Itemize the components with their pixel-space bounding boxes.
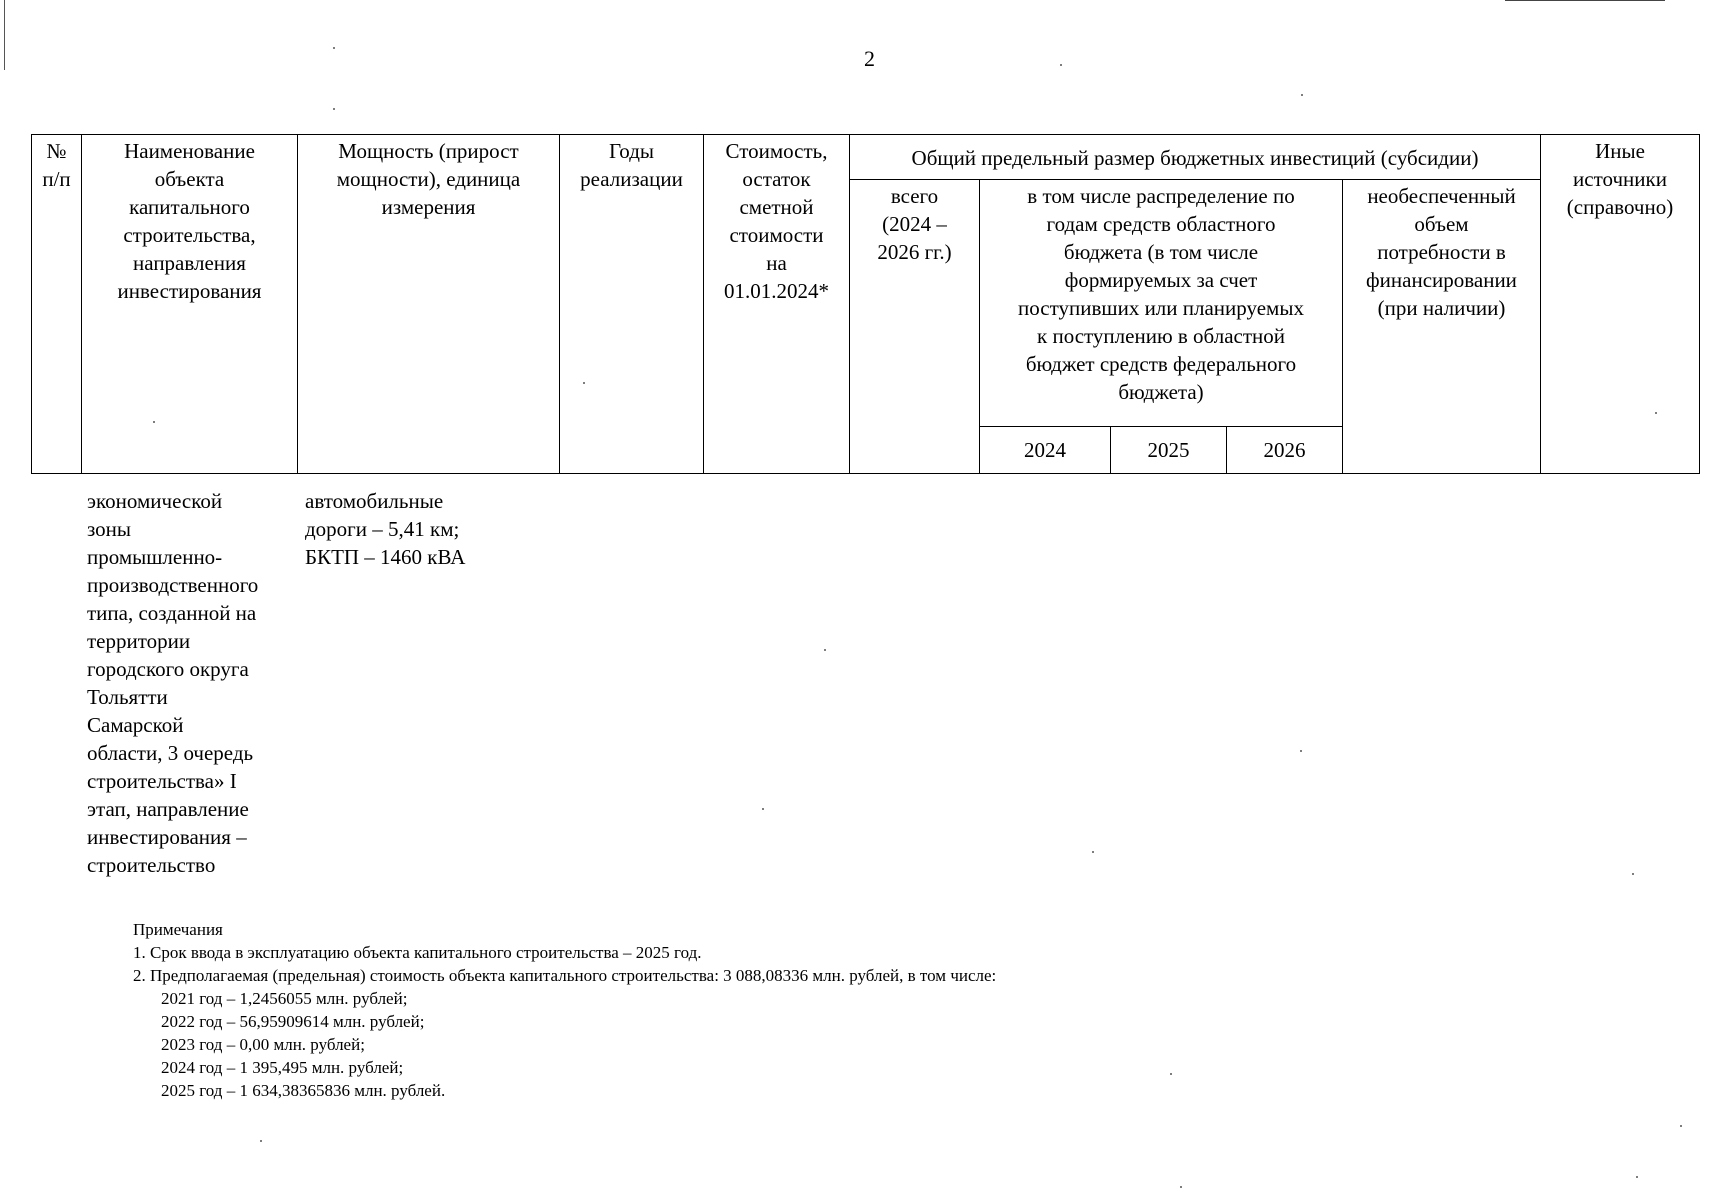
- scan-speck: [333, 47, 335, 49]
- scan-speck: [1301, 94, 1303, 96]
- scan-speck: [1060, 64, 1062, 66]
- scan-speck: [333, 108, 335, 110]
- note-subitem: 2023 год – 0,00 млн. рублей;: [161, 1035, 365, 1054]
- scan-edge-line: [1505, 0, 1665, 1]
- header-cell-other-sources: Иные источники (справочно): [1541, 135, 1700, 474]
- page-number: 2: [864, 46, 875, 71]
- header-cell-num: № п/п: [32, 135, 82, 474]
- scan-speck: [762, 808, 764, 810]
- scan-speck: [153, 421, 155, 423]
- note-item: 1. Срок ввода в эксплуатацию объекта капитального строительства – 2025 год.: [133, 943, 702, 962]
- scan-speck: [1180, 1186, 1182, 1188]
- header-cell-unsecured: необеспеченный объем потребности в финансировании (при наличии): [1343, 180, 1541, 474]
- scan-speck: [1636, 1176, 1638, 1178]
- header-cell-cost: Стоимость, остаток сметной стоимости на 01.01.2024*: [704, 135, 850, 474]
- note-subitem: 2021 год – 1,2456055 млн. рублей;: [161, 989, 408, 1008]
- header-cell-total: всего (2024 – 2026 гг.): [850, 180, 980, 474]
- scan-speck: [1632, 873, 1634, 875]
- note-subitem: 2024 год – 1 395,495 млн. рублей;: [161, 1058, 404, 1077]
- scan-speck: [824, 649, 826, 651]
- header-cell-name: Наименование объекта капитального строительства, направления инвестирования: [82, 135, 298, 474]
- header-cell-year-2025: 2025: [1111, 427, 1227, 474]
- scan-speck: [1300, 750, 1302, 752]
- notes-title: Примечания: [133, 920, 223, 939]
- notes-section: [133, 918, 996, 1102]
- header-cell-power: Мощность (прирост мощности), единица измерения: [298, 135, 560, 474]
- note-item: 2. Предполагаемая (предельная) стоимость объекта капитального строительства: 3 088,08336 млн. рублей, в том числе:: [133, 966, 997, 985]
- header-cell-budget-group: Общий предельный размер бюджетных инвестиций (субсидии): [850, 135, 1541, 180]
- scan-speck: [1092, 851, 1094, 853]
- note-subitem: 2025 год – 1 634,38365836 млн. рублей.: [161, 1081, 446, 1100]
- note-subitem: 2022 год – 56,95909614 млн. рублей;: [161, 1012, 425, 1031]
- scan-speck: [1170, 1073, 1172, 1075]
- scan-speck: [1680, 1125, 1682, 1127]
- scan-speck: [583, 382, 585, 384]
- header-cell-year-2024: 2024: [980, 427, 1111, 474]
- header-cell-year-2026: 2026: [1227, 427, 1343, 474]
- object-name-continuation: экономической зоны промышленно- производственного типа, созданной на территории городского округа Тольятти Самарской области, 3 очередь строительства» I этап, направление инвестирования – строительство: [87, 489, 259, 877]
- header-table: [31, 134, 1700, 474]
- header-cell-years: Годы реализации: [560, 135, 704, 474]
- capacity-continuation: автомобильные дороги – 5,41 км; БКТП – 1460 кВА: [305, 489, 466, 569]
- header-cell-distribution: в том числе распределение по годам средств областного бюджета (в том числе формируемых за счет поступивших или планируемых к поступлению в областной бюджет средств федерального бюджета): [980, 180, 1343, 427]
- scan-speck: [260, 1140, 262, 1142]
- scan-edge-line: [4, 0, 5, 70]
- scan-speck: [1655, 412, 1657, 414]
